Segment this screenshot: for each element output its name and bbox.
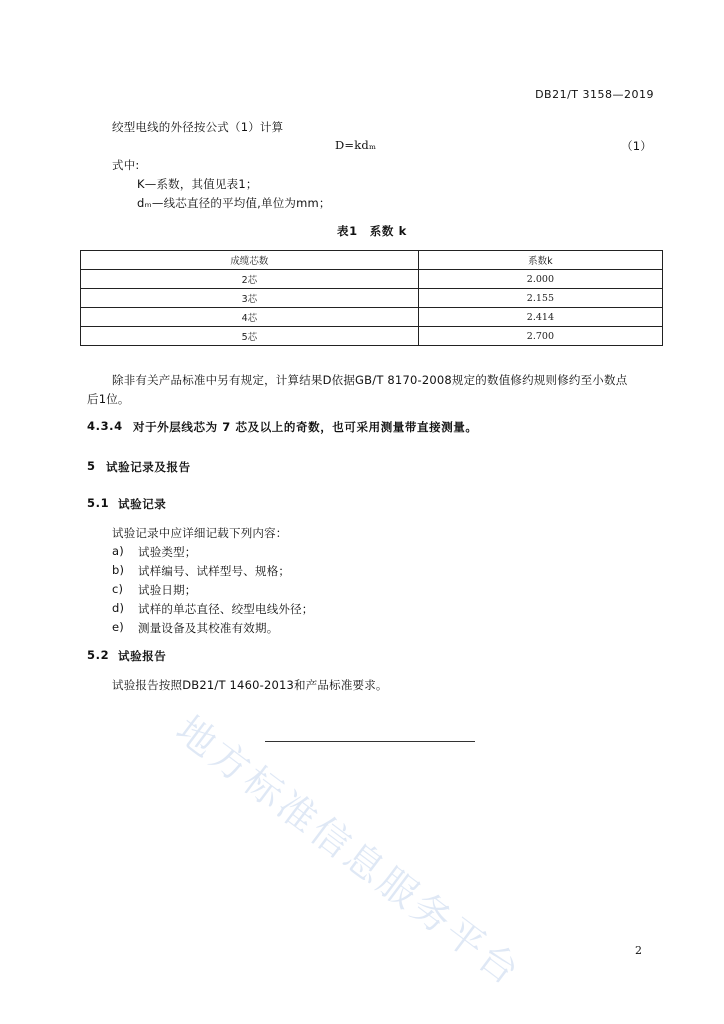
end-rule: [265, 741, 475, 742]
definition-dm: dₘ—线芯直径的平均值,单位为mm；: [137, 196, 331, 210]
list-item: 试验日期；: [138, 583, 197, 597]
formula: D=kdₘ: [335, 138, 377, 152]
section-5-1-number: 5.1: [87, 496, 110, 510]
table-cell-cores: 5芯: [81, 327, 419, 346]
table-cell-cores: 4芯: [81, 308, 419, 327]
report-text: 试验报告按照DB21/T 1460-2013和产品标准要求。: [112, 678, 388, 692]
table-row: [81, 327, 663, 346]
table-row: [81, 289, 663, 308]
table-caption: 表1 系数 k: [337, 224, 407, 238]
table-row: [81, 270, 663, 289]
section-5-2-title: 试验报告: [118, 649, 167, 663]
clause-number-4-3-4: 4.3.4: [87, 419, 123, 433]
rounding-rule-line1: 除非有关产品标准中另有规定，计算结果D依据GB/T 8170-2008规定的数值修约规则修约至小数点: [112, 373, 628, 387]
list-item: 试样编号、试样型号、规格；: [138, 564, 291, 578]
table-cell-coefficient: 2.700: [418, 327, 662, 346]
formula-intro: 绞型电线的外径按公式（1）计算: [112, 120, 284, 134]
list-item-marker: a): [112, 544, 124, 558]
record-intro: 试验记录中应详细记载下列内容：: [112, 526, 288, 540]
table-cell-coefficient: 2.155: [418, 289, 662, 308]
table-header-row: [81, 251, 663, 270]
watermark: 地方标准信息服务平台: [168, 707, 531, 996]
list-item: 试样的单芯直径、绞型电线外径；: [138, 602, 314, 616]
definition-k: K—系数，其值见表1；: [137, 177, 258, 191]
section-5-2-number: 5.2: [87, 648, 110, 662]
formula-number: （1）: [621, 139, 652, 153]
list-item: 试验类型；: [138, 545, 197, 559]
table-cell-coefficient: 2.000: [418, 270, 662, 289]
coefficient-table: [80, 250, 663, 346]
list-item-marker: d): [112, 601, 125, 615]
where-label: 式中:: [112, 158, 140, 172]
table-row: [81, 308, 663, 327]
list-item-marker: e): [112, 620, 124, 634]
list-item-marker: b): [112, 563, 125, 577]
section-5-title: 试验记录及报告: [106, 460, 191, 474]
table-cell-coefficient: 2.414: [418, 308, 662, 327]
section-5-number: 5: [87, 459, 96, 473]
document-id: DB21/T 3158—2019: [535, 88, 654, 101]
column-header-coefficient: 系数k: [418, 251, 662, 270]
page-number: 2: [635, 944, 642, 957]
table-cell-cores: 2芯: [81, 270, 419, 289]
column-header-cores: 成缆芯数: [81, 251, 419, 270]
rounding-rule-line2: 后1位。: [87, 392, 130, 406]
clause-text-4-3-4: 对于外层线芯为 7 芯及以上的奇数，也可采用测量带直接测量。: [133, 420, 478, 434]
list-item: 测量设备及其校准有效期。: [138, 621, 279, 635]
table-cell-cores: 3芯: [81, 289, 419, 308]
list-item-marker: c): [112, 582, 124, 596]
section-5-1-title: 试验记录: [118, 497, 167, 511]
